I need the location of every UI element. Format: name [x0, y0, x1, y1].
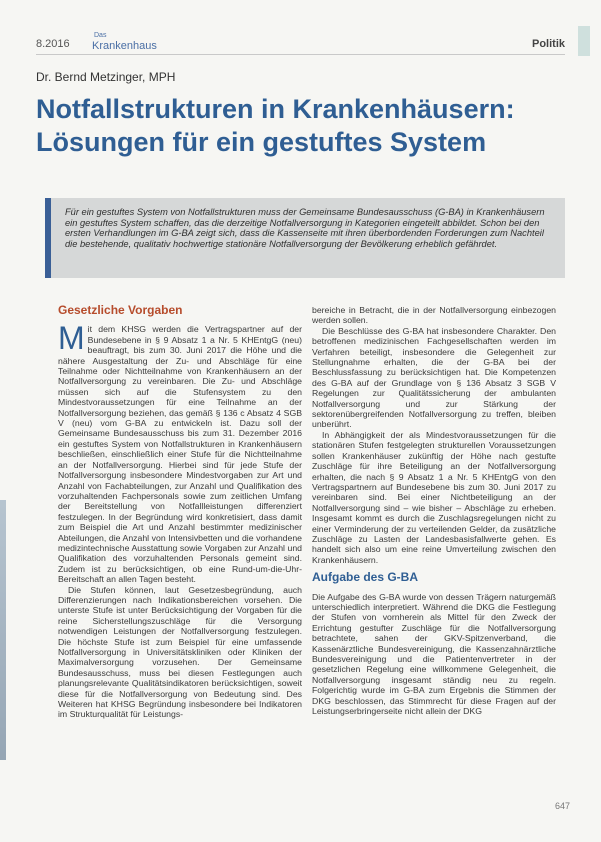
drop-cap: M: [58, 320, 85, 357]
article-title: Notfallstrukturen in Krankenhäusern: Lösungen für ein gestuftes System: [36, 94, 515, 157]
page-number: 647: [555, 801, 571, 811]
paragraph: Die Aufgabe des G-BA wurde von dessen Trägern naturgemäß unterschiedlich interpretiert. Während die DKG die Festlegung der Stufen von vornherein als Mittel für den Zweck der Errichtung gestufter Zuschläge für die Notfallversorgung betrachtete, sahen der GKV-Spitzenverband, die Kassenärztliche Bundesvereinigung, die Kassenzahnärztliche Bundesvereinigung und die Patientenvertreter in der gesetzlichen Regelung eine willkommene Gelegenheit, die Notfallversorgung insgesamt ständig neu zu regeln. Folgerichtig wurde im G-BA zum Ergebnis die Stimmen der DKG beschlossen, das Stimmrecht für diese Fragen auf der Leistungserbringerseite nicht allein der DKG: [312, 591, 556, 717]
abstract-box: [45, 198, 565, 278]
paragraph: Die Beschlüsse des G-BA hat insbesondere Charakter. Den betroffenen medizinischen Fachgesellschaften werden im Verfahren beteiligt, insbesondere die Gelegenheit zur Stellungnahme erhalten, die der G-BA bei der Beschlussfassung zu berücksichtigen hat. Die Kompetenzen des G-BA auf der Grundlage von § 136 Absatz 3 SGB V Regelungen zur Qualitätssicherung der ambulanten Notfallversorgung und zur Stärkung der sektorenübergreifenden Notfallversorgung zu treffen, bleiben unberührt.: [312, 325, 556, 430]
paragraph: bereiche in Betracht, die in der Notfallversorgung einbezogen werden sollen.: [312, 305, 556, 326]
abstract-text: Für ein gestuftes System von Notfallstrukturen muss der Gemeinsame Bundesausschuss (G-BA) in Krankenhäusern ein gestuftes System schaffen, das die derzeitige Notfallversorgung in Kategorien eingeteilt abbildet. Schon bei den ersten Verhandlungen im G-BA zeigt sich, dass die Kassenseite mit ihren überbordenden Forderungen zum Nachteil die bestehende, qualitativ hochwertige stationäre Notfallversorgung der Bevölkerung erheblich gefährdet.: [65, 207, 545, 249]
paragraph: Die Stufen können, laut Gesetzesbegründung, auch Differenzierungen nach Indikationsbereichen vorsehen. Die unterste Stufe ist unter Berücksichtigung der Vorgaben für die reine Sicherstellungszuschläge für die Versorgung notwendigen Leistungen der Notfallversorgung festzulegen. Die höchste Stufe ist zum Beispiel für eine umfassende Notfallversorgung in Universitätskliniken oder Kliniken der Maximalversorgung vorzusehen. Der Gemeinsame Bundesausschuss, muss bei diesen Festlegungen auch planungsrelevante Qualitätsindikatoren berücksichtigen, soweit diese für die Notfallversorgung von Bedeutung sind. Des Weiteren hat KHSG Begründung insbesondere bei Indikatoren im Strukturqualität für Leistungs-: [58, 584, 302, 720]
logo-main-text: Krankenhaus: [92, 40, 157, 52]
paragraph: In Abhängigkeit der als Mindestvoraussetzungen für die stationären Stufen festgelegten strukturellen Voraussetzungen sollen Krankenhäuser zukünftig der Höhe nach gestufte Zuschläge für ihre Beteiligung an der Notfallversorgung erhalten, die nach § 9 Absatz 1 a Nr. 5 KHEntgG von den Vertragspartnern auf Bundesebene bis zum 30. Juni 2017 zu vereinbaren sind. Bei einer Nichtbeteiligung an der Notfallversorgung sind – wie bisher – Abschläge zu erheben. Insgesamt kommt es durch die Zuschlagsregelungen nicht zu einer Verminderung der zu verteilenden Gelder, da zusätzliche Zuschläge zu Lasten der Landesbasisfallwerte gehen. Es handelt sich also um eine reine Umverteilung zwischen den Krankenhäusern.: [312, 429, 556, 565]
paragraph: [58, 320, 302, 585]
section-heading-legal: Gesetzliche Vorgaben: [58, 303, 183, 317]
right-column: [312, 305, 556, 716]
section-heading-gba: Aufgabe des G-BA: [312, 570, 419, 585]
logo-small-text: Das: [94, 32, 107, 39]
scan-edge-artifact: [0, 500, 6, 760]
issue-number: 8.2016: [36, 38, 70, 50]
page-header: [36, 30, 565, 55]
paragraph-text: it dem KHSG werden die Vertragspartner auf der Bundesebene in § 9 Absatz 1 a Nr. 5 KHEntgG (neu) beauftragt, bis zum 30. Juni 2017 die Höhe und die nähere Ausgestaltung der Zu- und Abschläge für eine Teilnahme oder Nichtteilnahme von Krankenhäusern an der Notfallversorgung zu vereinbaren. Die Zu- und Abschläge müssen sich auf die Stufensystem zu den Mindestvoraussetzungen für eine Teilnahme an der Notfallversorgung beziehen, das gemäß § 136 c Absatz 4 SGB V (neu) vom G-BA zu entwickeln ist. Dazu soll der Gemeinsame Bundesausschuss bis zum 31. Dezember 2016 ein gestuftes System von Notfallstrukturen in Krankenhäusern beschließen, einschließlich einer Stufe für die Nichtteilnahme an der Notfallversorgung. Hierbei sind für jede Stufe der Notfallversorgung insbesondere Mindestvorgaben zur Art und Anzahl von Fachabteilungen, zur Anzahl und Qualifikation des vorzuhaltenden Fachpersonals sowie zum zeitlichen Umfang der Bereitstellung von Notfallleistungen differenziert festzulegen. In der Begründung wird konkretisiert, dass damit zum Beispiel die Art und Anzahl bestimmter medizinischer Abteilungen, die Anzahl von Intensivbetten und die vorhandene medizintechnische Ausstattung sowie Vorgaben zur Anzahl und Qualifikation des vorzuhaltenden Personals gemeint sind. Zudem ist zu berücksichtigen, ob eine Rund-um-die-Uhr-Bereitschaft an allen Tagen besteht.: [58, 324, 302, 585]
section-label: Politik: [531, 38, 565, 50]
author-line: Dr. Bernd Metzinger, MPH: [36, 70, 176, 84]
journal-logo: [92, 30, 157, 52]
left-column: [58, 305, 302, 720]
section-tab-marker: [578, 26, 590, 56]
